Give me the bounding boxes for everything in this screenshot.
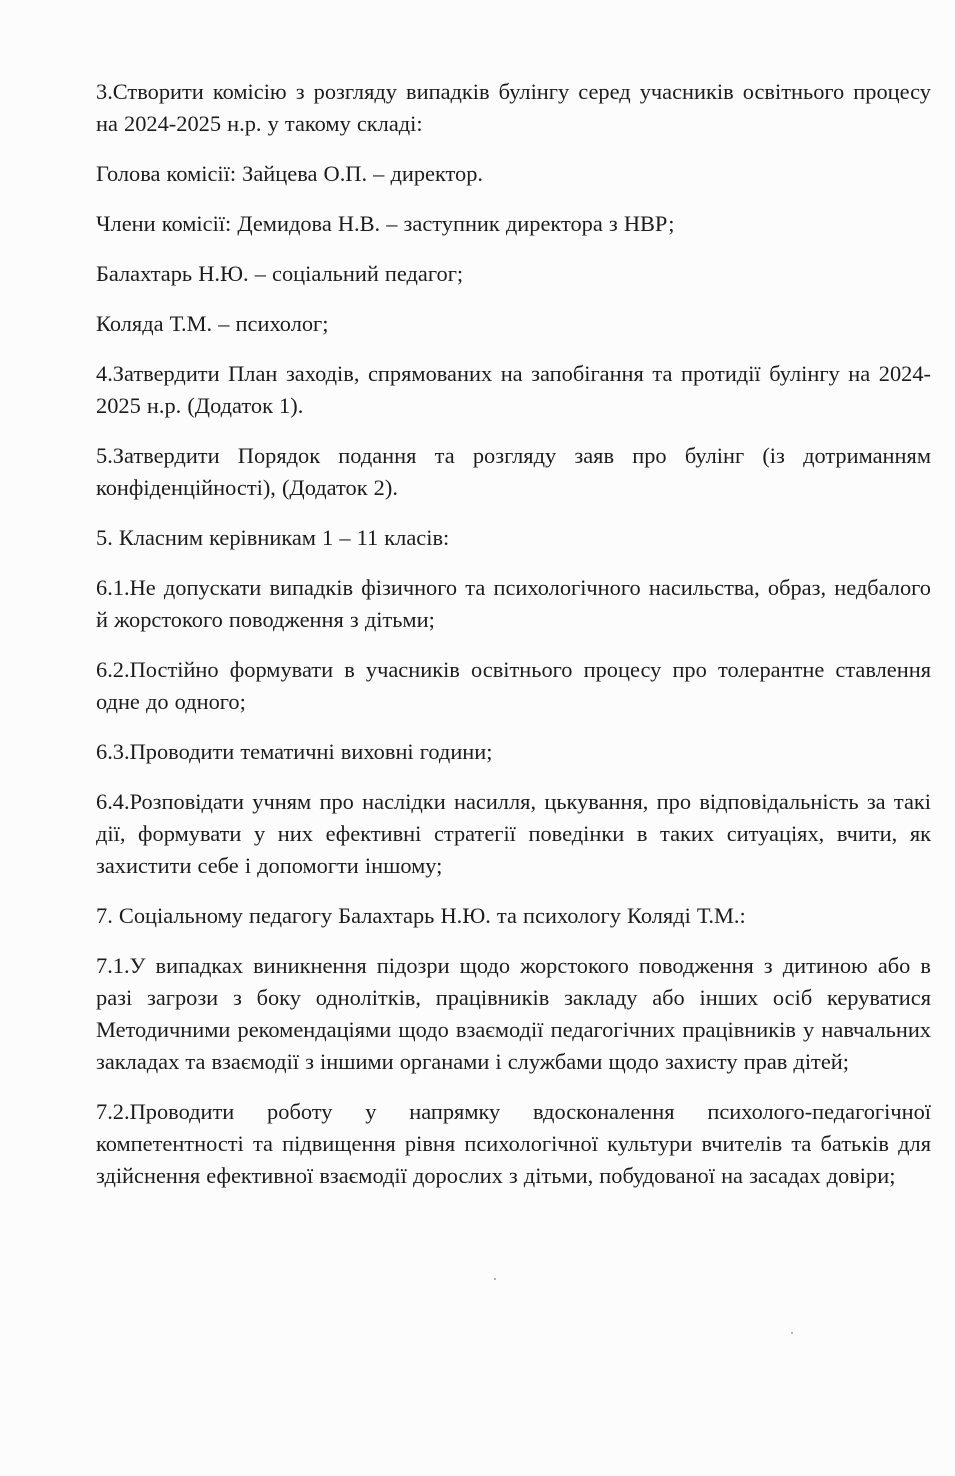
paragraph-commission-members: Члени комісії: Демидова Н.В. – заступник директора з НВР; (96, 211, 675, 236)
paragraph-item-7-1: 7.1.У випадках виникнення підозри щодо жорстокого поводження з дитиною або в разі загрози з боку однолітків, працівників закладу або інших осіб керуватися Методичними рекомендаціями щодо взаємодії педагогічних працівників у навчальних закладах та взаємодії з іншими органами і службами щодо захисту прав дітей; (96, 953, 931, 1074)
paragraph-item-6-1: 6.1.Не допускати випадків фізичного та психологічного насильства, образ, недбалого й жорстокого поводження з дітьми; (96, 575, 931, 632)
paragraph-class-teachers: 5. Класним керівникам 1 – 11 класів: (96, 525, 450, 550)
paragraph-item-5: 5.Затвердити Порядок подання та розгляду заяв про булінг (із дотриманням конфіденційності), (Додаток 2). (96, 443, 931, 500)
paragraph-member-social-pedagogue: Балахтарь Н.Ю. – соціальний педагог; (96, 261, 464, 286)
paragraph-member-psychologist: Коляда Т.М. – психолог; (96, 311, 329, 336)
paragraph-item-3: 3.Створити комісію з розгляду випадків булінгу серед учасників освітнього процесу на 2024-2025 н.р. у такому складі: (96, 79, 931, 136)
paragraph-item-7: 7. Соціальному педагогу Балахтарь Н.Ю. та психологу Коляді Т.М.: (96, 903, 746, 928)
paragraph-commission-head: Голова комісії: Зайцева О.П. – директор. (96, 161, 484, 186)
scan-speck (494, 1278, 496, 1280)
paragraph-item-6-3: 6.3.Проводити тематичні виховні години; (96, 739, 493, 764)
paragraph-item-6-2: 6.2.Постійно формувати в учасників освітнього процесу про толерантне ставлення одне до одного; (96, 657, 931, 714)
paragraph-item-6-4: 6.4.Розповідати учням про наслідки насилля, цькування, про відповідальність за такі дії, формувати у них ефективні стратегії поведінки в таких ситуаціях, вчити, як захистити себе і допомогти іншому; (96, 789, 931, 878)
paragraph-item-4: 4.Затвердити План заходів, спрямованих на запобігання та протидії булінгу на 2024-2025 н.р. (Додаток 1). (96, 361, 931, 418)
paragraph-item-7-2: 7.2.Проводити роботу у напрямку вдосконалення психолого-педагогічної компетентності та підвищення рівня психологічної культури вчителів та батьків для здійснення ефективної взаємодії дорослих з дітьми, побудованої на засадах довіри; (96, 1099, 931, 1188)
scan-speck (791, 1332, 793, 1334)
